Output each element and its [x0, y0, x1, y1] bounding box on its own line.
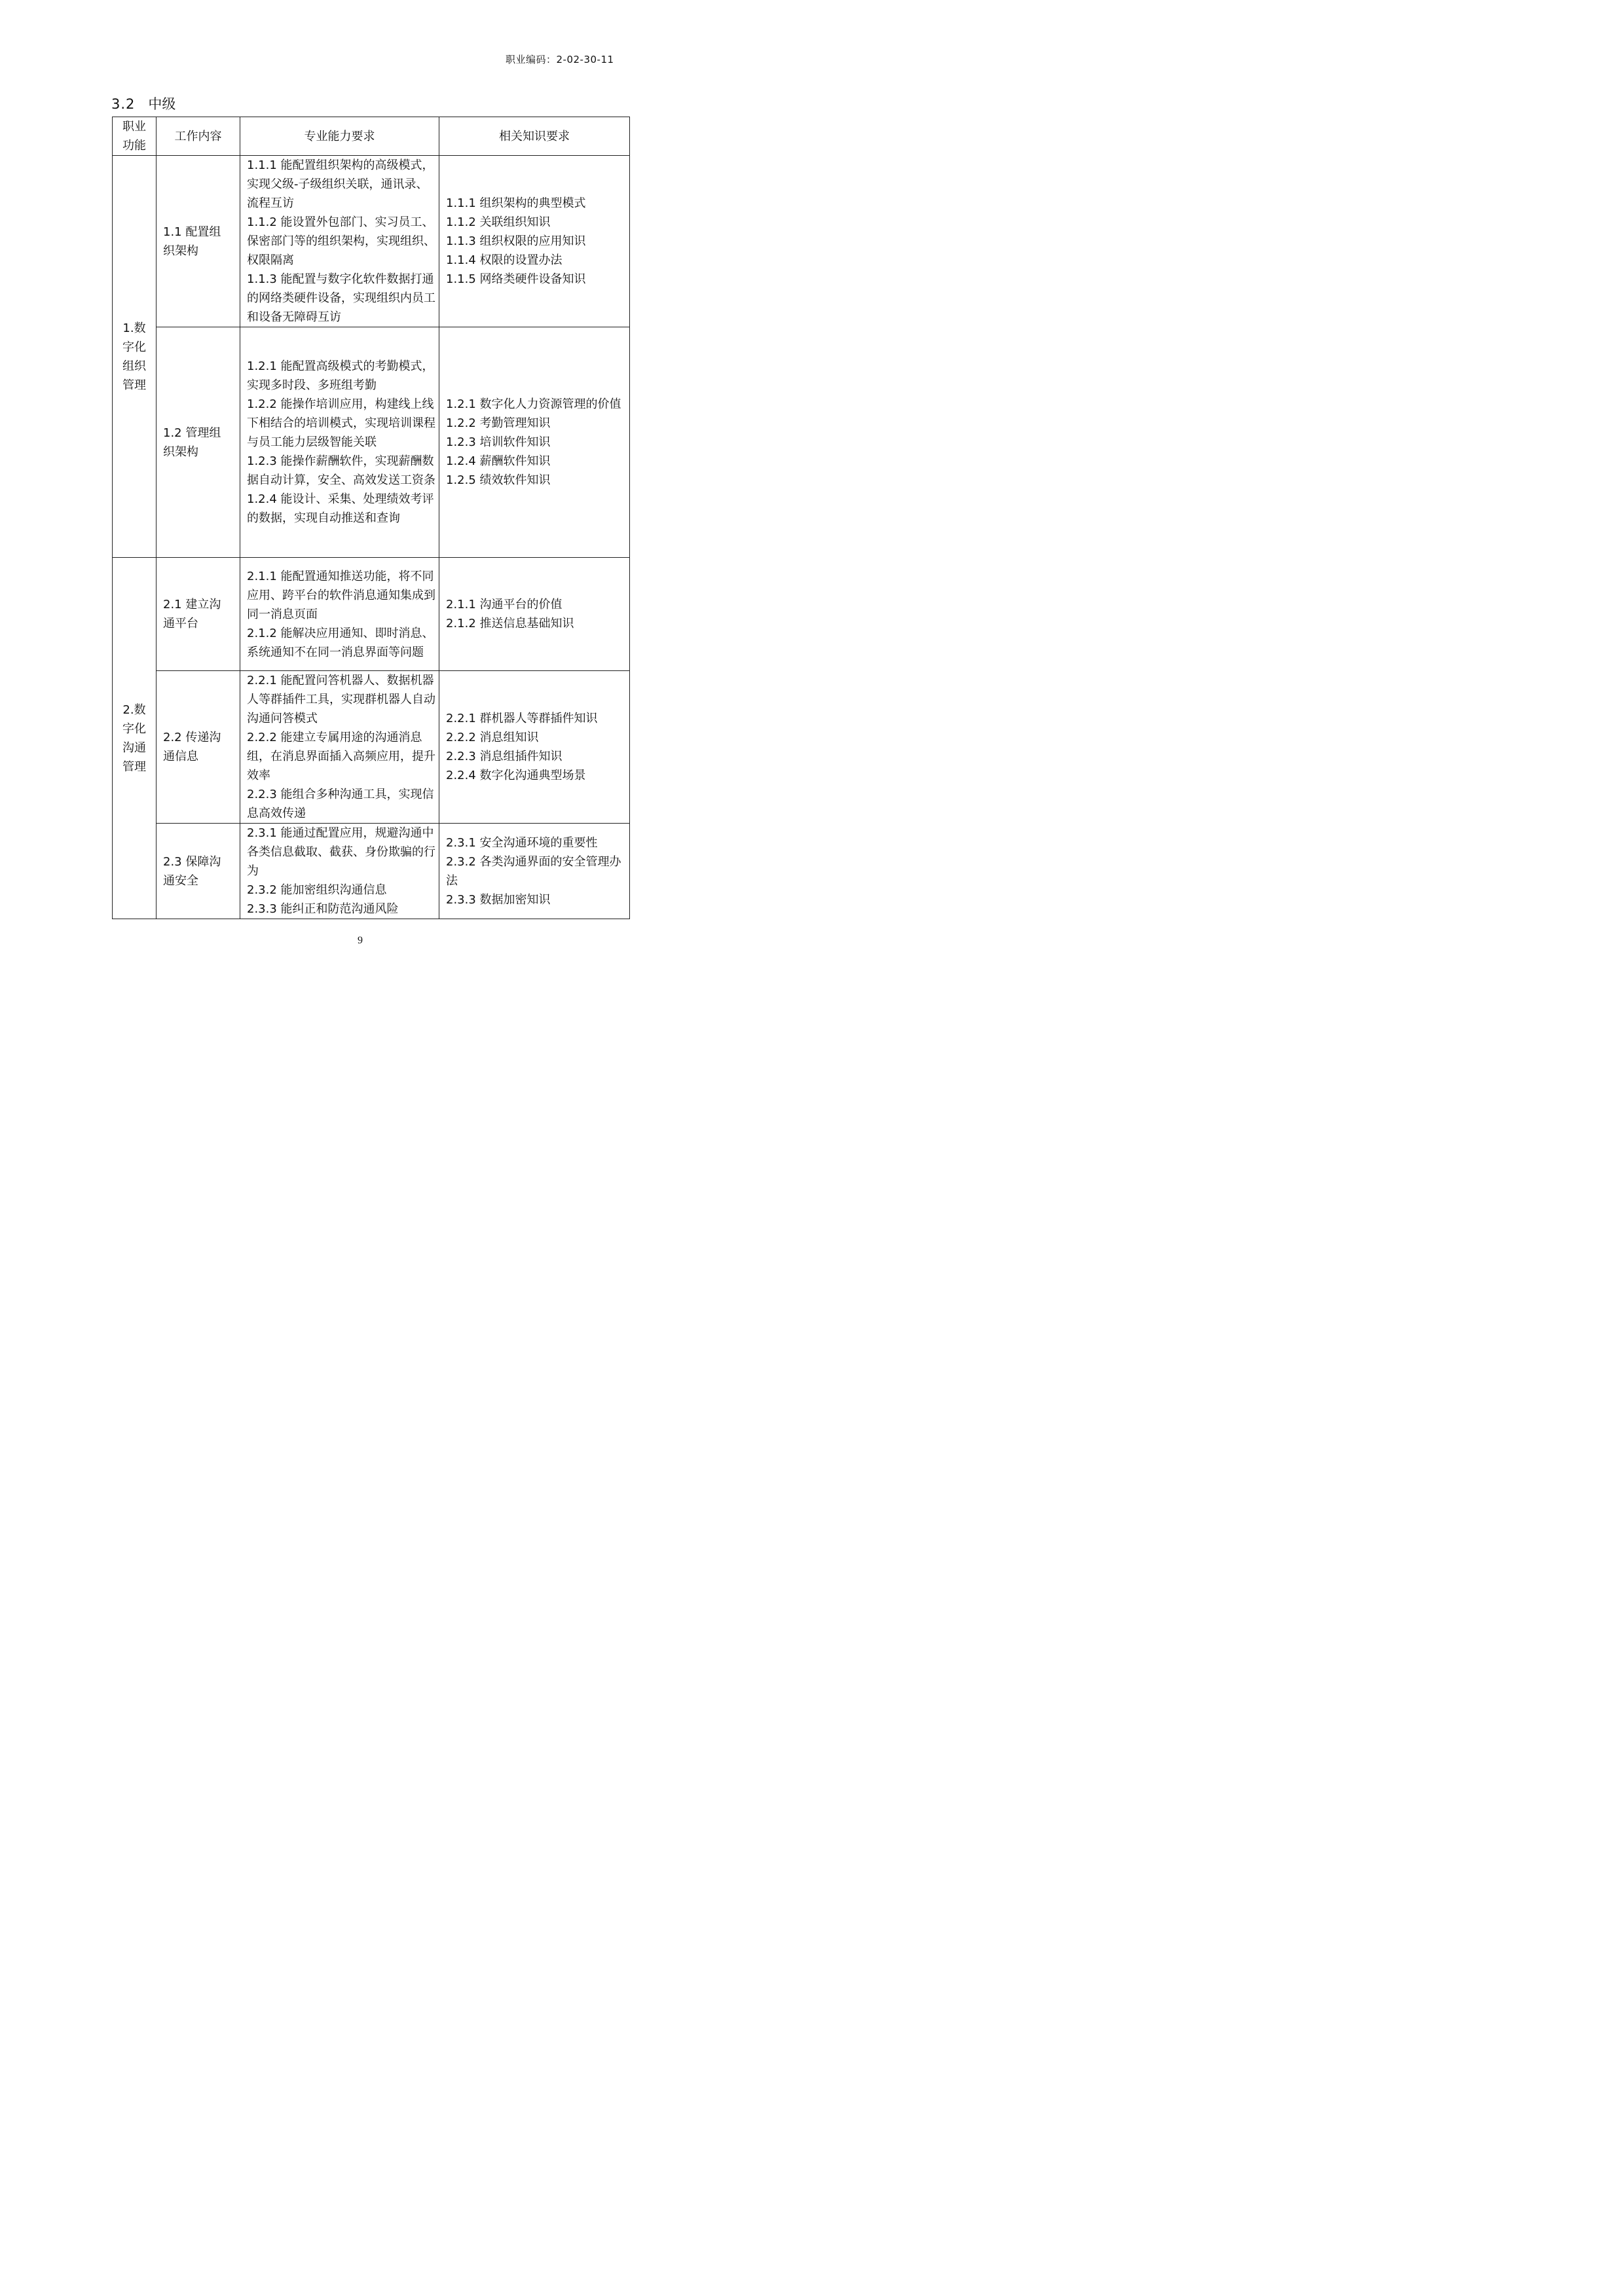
list-item: 2.3.3 数据加密知识 [446, 892, 551, 907]
list-item: 2.1.1 沟通平台的价值 [446, 598, 563, 611]
list-item: 1.2.1 能配置高级模式的考勤模式，实现多时段、多班组考勤 [247, 359, 434, 392]
table-row [113, 156, 630, 327]
knowledge-cell [439, 327, 630, 558]
occupation-code: 职业编码：2-02-30-11 [506, 54, 614, 65]
list-item: 2.1.2 推送信息基础知识 [446, 617, 574, 630]
list-item: 2.3.1 安全沟通环境的重要性 [446, 835, 598, 850]
list-item: 2.2.3 消息组插件知识 [446, 750, 563, 763]
header-content: 工作内容 [157, 117, 240, 156]
ability-cell [240, 558, 439, 671]
list-item: 2.1.2 能解决应用通知、即时消息、系统通知不在同一消息界面等问题 [247, 626, 434, 659]
list-item: 2.3.2 各类沟通界面的安全管理办法 [446, 854, 621, 888]
list-item: 2.2.2 消息组知识 [446, 731, 539, 744]
section-title: 中级 [148, 96, 176, 112]
list-item: 2.2.4 数字化沟通典型场景 [446, 769, 586, 782]
list-item: 1.1.3 能配置与数字化软件数据打通的网络类硬件设备，实现组织内员工和设备无障碍互访 [247, 272, 435, 324]
page-number: 9 [358, 935, 363, 946]
table-row [113, 671, 630, 824]
work-content-cell: 2.2 传递沟通信息 [157, 671, 240, 824]
competency-table [112, 117, 630, 919]
ability-cell [240, 156, 439, 327]
list-item: 1.1.5 网络类硬件设备知识 [446, 272, 586, 286]
function-cell: 1.数字化组织管理 [113, 156, 157, 558]
ability-cell [240, 327, 439, 558]
list-item: 2.2.1 能配置问答机器人、数据机器人等群插件工具，实现群机器人自动沟通问答模式 [247, 674, 435, 725]
table-header-row [113, 117, 630, 156]
section-number: 3.2 [111, 96, 136, 112]
knowledge-cell [439, 671, 630, 824]
list-item: 1.1.2 关联组织知识 [446, 215, 551, 229]
header-knowledge: 相关知识要求 [439, 117, 630, 156]
list-item: 2.3.3 能纠正和防范沟通风险 [247, 902, 399, 916]
ability-cell [240, 671, 439, 824]
list-item: 1.2.1 数字化人力资源管理的价值 [446, 397, 621, 411]
work-content-cell: 1.2 管理组织架构 [157, 327, 240, 558]
list-item: 1.1.1 组织架构的典型模式 [446, 196, 586, 210]
list-item: 1.2.3 培训软件知识 [446, 435, 551, 449]
table-row [113, 824, 630, 919]
function-cell: 2.数字化沟通管理 [113, 558, 157, 919]
work-content-cell: 2.1 建立沟通平台 [157, 558, 240, 671]
knowledge-cell [439, 156, 630, 327]
list-item: 1.2.3 能操作薪酬软件，实现薪酬数据自动计算，安全、高效发送工资条 [247, 454, 435, 487]
list-item: 1.2.4 薪酬软件知识 [446, 454, 551, 468]
list-item: 2.2.1 群机器人等群插件知识 [446, 712, 598, 725]
list-item: 2.2.2 能建立专属用途的沟通消息组，在消息界面插入高频应用，提升效率 [247, 731, 435, 782]
list-item: 2.3.1 能通过配置应用，规避沟通中各类信息截取、截获、身份欺骗的行为 [247, 826, 435, 878]
list-item: 1.1.1 能配置组织架构的高级模式，实现父级-子级组织关联，通讯录、流程互访 [247, 158, 434, 210]
list-item: 1.2.2 能操作培训应用，构建线上线下相结合的培训模式，实现培训课程与员工能力层级智能关联 [247, 397, 435, 449]
list-item: 2.3.2 能加密组织沟通信息 [247, 883, 387, 897]
list-item: 1.1.4 权限的设置办法 [446, 253, 563, 267]
list-item: 1.2.4 能设计、采集、处理绩效考评的数据，实现自动推送和查询 [247, 492, 434, 525]
header-func: 职业功能 [113, 117, 157, 156]
list-item: 1.1.3 组织权限的应用知识 [446, 234, 586, 248]
table-row [113, 327, 630, 558]
work-content-cell: 1.1 配置组织架构 [157, 156, 240, 327]
header-ability: 专业能力要求 [240, 117, 439, 156]
work-content-cell: 2.3 保障沟通安全 [157, 824, 240, 919]
list-item: 1.1.2 能设置外包部门、实习员工、保密部门等的组织架构，实现组织、权限隔离 [247, 215, 435, 267]
ability-cell [240, 824, 439, 919]
list-item: 1.2.2 考勤管理知识 [446, 416, 551, 430]
list-item: 1.2.5 绩效软件知识 [446, 473, 551, 487]
table-row [113, 558, 630, 671]
section-heading [111, 94, 175, 113]
list-item: 2.2.3 能组合多种沟通工具，实现信息高效传递 [247, 788, 434, 820]
knowledge-cell [439, 558, 630, 671]
knowledge-cell [439, 824, 630, 919]
list-item: 2.1.1 能配置通知推送功能，将不同应用、跨平台的软件消息通知集成到同一消息页面 [247, 569, 435, 621]
